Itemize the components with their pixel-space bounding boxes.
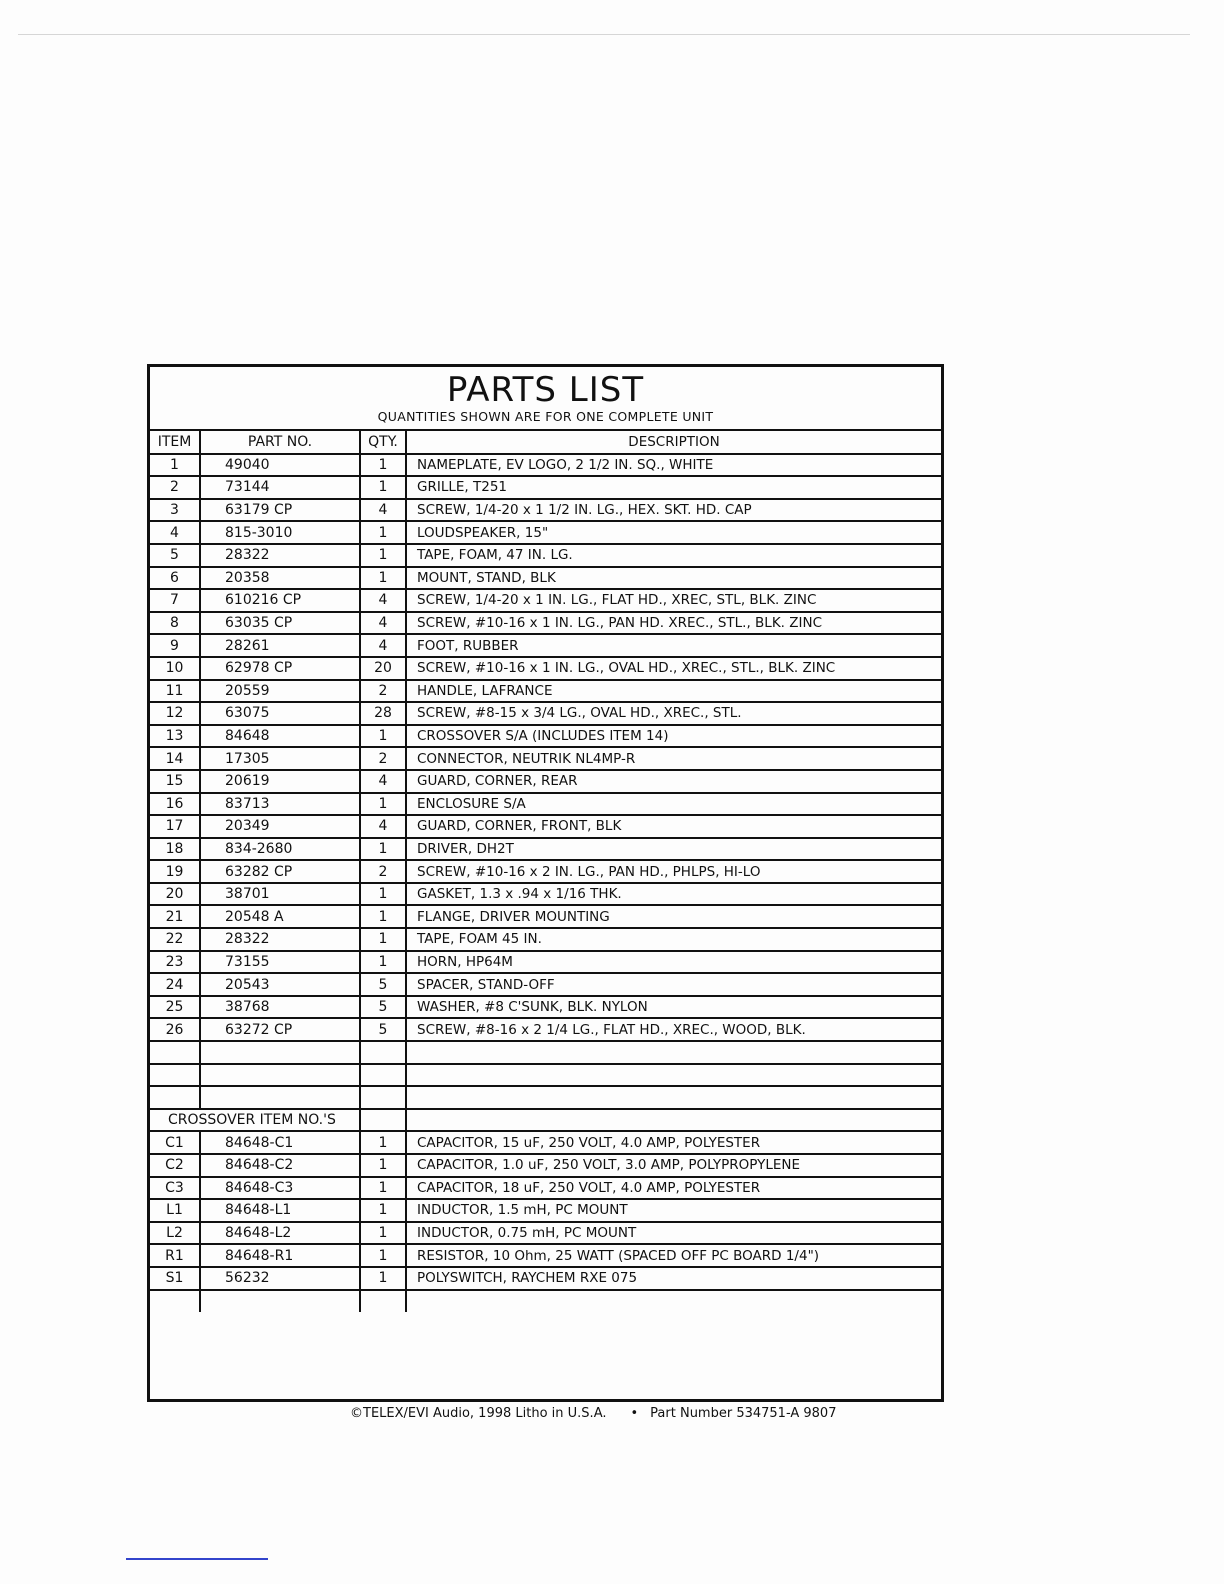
description: CONNECTOR, NEUTRIK NL4MP-R (406, 747, 941, 770)
item-number: R1 (150, 1244, 200, 1267)
table-row (150, 612, 941, 635)
part-number: 28322 (200, 928, 360, 951)
part-number: 38701 (200, 883, 360, 906)
description: FLANGE, DRIVER MOUNTING (406, 905, 941, 928)
part-number: 83713 (200, 793, 360, 816)
quantity: 1 (360, 1177, 406, 1200)
quantity: 1 (360, 883, 406, 906)
table-row (150, 747, 941, 770)
part-number: 20548 A (200, 905, 360, 928)
item-number: 4 (150, 521, 200, 544)
table-row (150, 567, 941, 590)
blank-row (150, 1086, 941, 1109)
quantity: 1 (360, 951, 406, 974)
item-number: L2 (150, 1222, 200, 1245)
description: SCREW, 1/4-20 x 1 1/2 IN. LG., HEX. SKT. HD. CAP (406, 499, 941, 522)
crossover-row (150, 1222, 941, 1245)
item-number: 16 (150, 793, 200, 816)
item-number: 17 (150, 815, 200, 838)
item-number: C3 (150, 1177, 200, 1200)
table-row (150, 770, 941, 793)
table-row (150, 928, 941, 951)
description: SCREW, #10-16 x 2 IN. LG., PAN HD., PHLPS, HI-LO (406, 860, 941, 883)
description: SCREW, 1/4-20 x 1 IN. LG., FLAT HD., XREC, STL, BLK. ZINC (406, 589, 941, 612)
description: GUARD, CORNER, REAR (406, 770, 941, 793)
part-number: 84648-L1 (200, 1199, 360, 1222)
item-number: 20 (150, 883, 200, 906)
quantity: 4 (360, 634, 406, 657)
quantity: 1 (360, 1154, 406, 1177)
table-row (150, 657, 941, 680)
blank-row (150, 1064, 941, 1087)
quantity: 1 (360, 544, 406, 567)
description: RESISTOR, 10 Ohm, 25 WATT (SPACED OFF PC BOARD 1/4") (406, 1244, 941, 1267)
item-number: 19 (150, 860, 200, 883)
quantity: 5 (360, 996, 406, 1019)
quantity: 1 (360, 476, 406, 499)
table-row (150, 838, 941, 861)
quantity: 1 (360, 1199, 406, 1222)
description: SCREW, #10-16 x 1 IN. LG., PAN HD. XREC., STL., BLK. ZINC (406, 612, 941, 635)
description: NAMEPLATE, EV LOGO, 2 1/2 IN. SQ., WHITE (406, 454, 941, 477)
item-number: 21 (150, 905, 200, 928)
column-header-item: ITEM (150, 431, 200, 454)
quantity: 20 (360, 657, 406, 680)
description: CAPACITOR, 1.0 uF, 250 VOLT, 3.0 AMP, POLYPROPYLENE (406, 1154, 941, 1177)
table-row (150, 883, 941, 906)
top-edge-rule (18, 34, 1190, 35)
item-number: 15 (150, 770, 200, 793)
item-number: C1 (150, 1131, 200, 1154)
quantity: 5 (360, 973, 406, 996)
item-number: 18 (150, 838, 200, 861)
blank-cell (150, 1064, 200, 1087)
description: ENCLOSURE S/A (406, 793, 941, 816)
item-number: 6 (150, 567, 200, 590)
description: HANDLE, LAFRANCE (406, 680, 941, 703)
part-number: 84648 (200, 725, 360, 748)
quantity: 1 (360, 521, 406, 544)
item-number: 13 (150, 725, 200, 748)
quantity: 4 (360, 612, 406, 635)
crossover-heading-row (150, 1109, 941, 1132)
quantity: 2 (360, 747, 406, 770)
crossover-heading: CROSSOVER ITEM NO.'S (150, 1109, 360, 1132)
table-row (150, 905, 941, 928)
description: INDUCTOR, 1.5 mH, PC MOUNT (406, 1199, 941, 1222)
table-row (150, 544, 941, 567)
item-number: 7 (150, 589, 200, 612)
item-number: 22 (150, 928, 200, 951)
item-number: 24 (150, 973, 200, 996)
blank-cell (406, 1290, 941, 1313)
quantity: 28 (360, 702, 406, 725)
crossover-row (150, 1177, 941, 1200)
footer-copyright: ©TELEX/EVI Audio, 1998 Litho in U.S.A. (350, 1406, 607, 1421)
blank-cell (200, 1086, 360, 1109)
item-number: L1 (150, 1199, 200, 1222)
description: SCREW, #8-16 x 2 1/4 LG., FLAT HD., XREC., WOOD, BLK. (406, 1018, 941, 1041)
item-number: 2 (150, 476, 200, 499)
quantity: 1 (360, 725, 406, 748)
part-number: 17305 (200, 747, 360, 770)
quantity: 1 (360, 1267, 406, 1290)
table-row (150, 725, 941, 748)
table-row (150, 951, 941, 974)
blank-cell (406, 1109, 941, 1132)
description: MOUNT, STAND, BLK (406, 567, 941, 590)
quantity: 1 (360, 454, 406, 477)
crossover-row (150, 1199, 941, 1222)
part-number: 38768 (200, 996, 360, 1019)
footer-part-number: Part Number 534751-A 9807 (650, 1406, 837, 1421)
blank-cell (150, 1041, 200, 1064)
blank-cell (360, 1064, 406, 1087)
page-title: PARTS LIST (446, 370, 645, 410)
item-number: 1 (150, 454, 200, 477)
part-number: 20559 (200, 680, 360, 703)
description: HORN, HP64M (406, 951, 941, 974)
quantity: 1 (360, 567, 406, 590)
page-subtitle: QUANTITIES SHOWN ARE FOR ONE COMPLETE UNIT (377, 409, 714, 424)
description: GUARD, CORNER, FRONT, BLK (406, 815, 941, 838)
quantity: 2 (360, 680, 406, 703)
blank-cell (360, 1290, 406, 1313)
quantity: 5 (360, 1018, 406, 1041)
description: CAPACITOR, 18 uF, 250 VOLT, 4.0 AMP, POLYESTER (406, 1177, 941, 1200)
bottom-edge-rule (126, 1558, 268, 1560)
part-number: 56232 (200, 1267, 360, 1290)
footer (350, 1406, 950, 1421)
item-number: 3 (150, 499, 200, 522)
table-row (150, 521, 941, 544)
blank-cell (150, 1290, 200, 1313)
quantity: 4 (360, 770, 406, 793)
table-row (150, 793, 941, 816)
part-number: 20358 (200, 567, 360, 590)
part-number: 20619 (200, 770, 360, 793)
part-number: 815-3010 (200, 521, 360, 544)
blank-cell (360, 1041, 406, 1064)
description: LOUDSPEAKER, 15" (406, 521, 941, 544)
part-number: 63272 CP (200, 1018, 360, 1041)
quantity: 4 (360, 815, 406, 838)
parts-table (150, 431, 941, 1312)
table-row (150, 454, 941, 477)
item-number: 25 (150, 996, 200, 1019)
description: SCREW, #8-15 x 3/4 LG., OVAL HD., XREC., STL. (406, 702, 941, 725)
part-number: 62978 CP (200, 657, 360, 680)
table-row (150, 476, 941, 499)
quantity: 2 (360, 860, 406, 883)
parts-table-body (150, 454, 941, 1313)
quantity: 1 (360, 793, 406, 816)
item-number: 12 (150, 702, 200, 725)
blank-cell (406, 1041, 941, 1064)
part-number: 20543 (200, 973, 360, 996)
crossover-row (150, 1131, 941, 1154)
part-number: 28261 (200, 634, 360, 657)
part-number: 834-2680 (200, 838, 360, 861)
part-number: 84648-C1 (200, 1131, 360, 1154)
blank-row (150, 1041, 941, 1064)
item-number: 5 (150, 544, 200, 567)
table-row (150, 702, 941, 725)
quantity: 1 (360, 1222, 406, 1245)
description: GASKET, 1.3 x .94 x 1/16 THK. (406, 883, 941, 906)
item-number: 26 (150, 1018, 200, 1041)
item-number: 10 (150, 657, 200, 680)
table-row (150, 815, 941, 838)
column-header-qty: QTY. (360, 431, 406, 454)
part-number: 63179 CP (200, 499, 360, 522)
footer-bullet: • (630, 1406, 639, 1421)
quantity: 1 (360, 838, 406, 861)
quantity: 4 (360, 499, 406, 522)
blank-cell (200, 1290, 360, 1313)
blank-cell (360, 1109, 406, 1132)
item-number: 14 (150, 747, 200, 770)
blank-row (150, 1290, 941, 1313)
item-number: 11 (150, 680, 200, 703)
part-number: 84648-C2 (200, 1154, 360, 1177)
item-number: S1 (150, 1267, 200, 1290)
table-row (150, 973, 941, 996)
column-header-description: DESCRIPTION (406, 431, 941, 454)
part-number: 73144 (200, 476, 360, 499)
item-number: 23 (150, 951, 200, 974)
table-header-row (150, 431, 941, 454)
title-block (150, 367, 941, 431)
table-row (150, 499, 941, 522)
part-number: 73155 (200, 951, 360, 974)
description: CAPACITOR, 15 uF, 250 VOLT, 4.0 AMP, POLYESTER (406, 1131, 941, 1154)
crossover-row (150, 1244, 941, 1267)
description: TAPE, FOAM 45 IN. (406, 928, 941, 951)
table-row (150, 996, 941, 1019)
item-number: 8 (150, 612, 200, 635)
quantity: 1 (360, 905, 406, 928)
crossover-row (150, 1154, 941, 1177)
quantity: 4 (360, 589, 406, 612)
part-number: 84648-C3 (200, 1177, 360, 1200)
description: SPACER, STAND-OFF (406, 973, 941, 996)
part-number: 610216 CP (200, 589, 360, 612)
description: CROSSOVER S/A (INCLUDES ITEM 14) (406, 725, 941, 748)
item-number: C2 (150, 1154, 200, 1177)
blank-cell (406, 1064, 941, 1087)
blank-cell (406, 1086, 941, 1109)
part-number: 49040 (200, 454, 360, 477)
table-row (150, 634, 941, 657)
part-number: 63035 CP (200, 612, 360, 635)
description: INDUCTOR, 0.75 mH, PC MOUNT (406, 1222, 941, 1245)
table-row (150, 589, 941, 612)
part-number: 84648-R1 (200, 1244, 360, 1267)
crossover-row (150, 1267, 941, 1290)
quantity: 1 (360, 1244, 406, 1267)
description: SCREW, #10-16 x 1 IN. LG., OVAL HD., XREC., STL., BLK. ZINC (406, 657, 941, 680)
part-number: 20349 (200, 815, 360, 838)
blank-cell (200, 1064, 360, 1087)
description: WASHER, #8 C'SUNK, BLK. NYLON (406, 996, 941, 1019)
parts-list-sheet (147, 364, 944, 1402)
blank-cell (200, 1041, 360, 1064)
table-row (150, 860, 941, 883)
table-row (150, 680, 941, 703)
part-number: 63282 CP (200, 860, 360, 883)
part-number: 63075 (200, 702, 360, 725)
description: FOOT, RUBBER (406, 634, 941, 657)
quantity: 1 (360, 1131, 406, 1154)
table-row (150, 1018, 941, 1041)
description: TAPE, FOAM, 47 IN. LG. (406, 544, 941, 567)
description: GRILLE, T251 (406, 476, 941, 499)
description: DRIVER, DH2T (406, 838, 941, 861)
description: POLYSWITCH, RAYCHEM RXE 075 (406, 1267, 941, 1290)
item-number: 9 (150, 634, 200, 657)
column-header-part-no: PART NO. (200, 431, 360, 454)
part-number: 84648-L2 (200, 1222, 360, 1245)
quantity: 1 (360, 928, 406, 951)
blank-cell (360, 1086, 406, 1109)
part-number: 28322 (200, 544, 360, 567)
blank-cell (150, 1086, 200, 1109)
